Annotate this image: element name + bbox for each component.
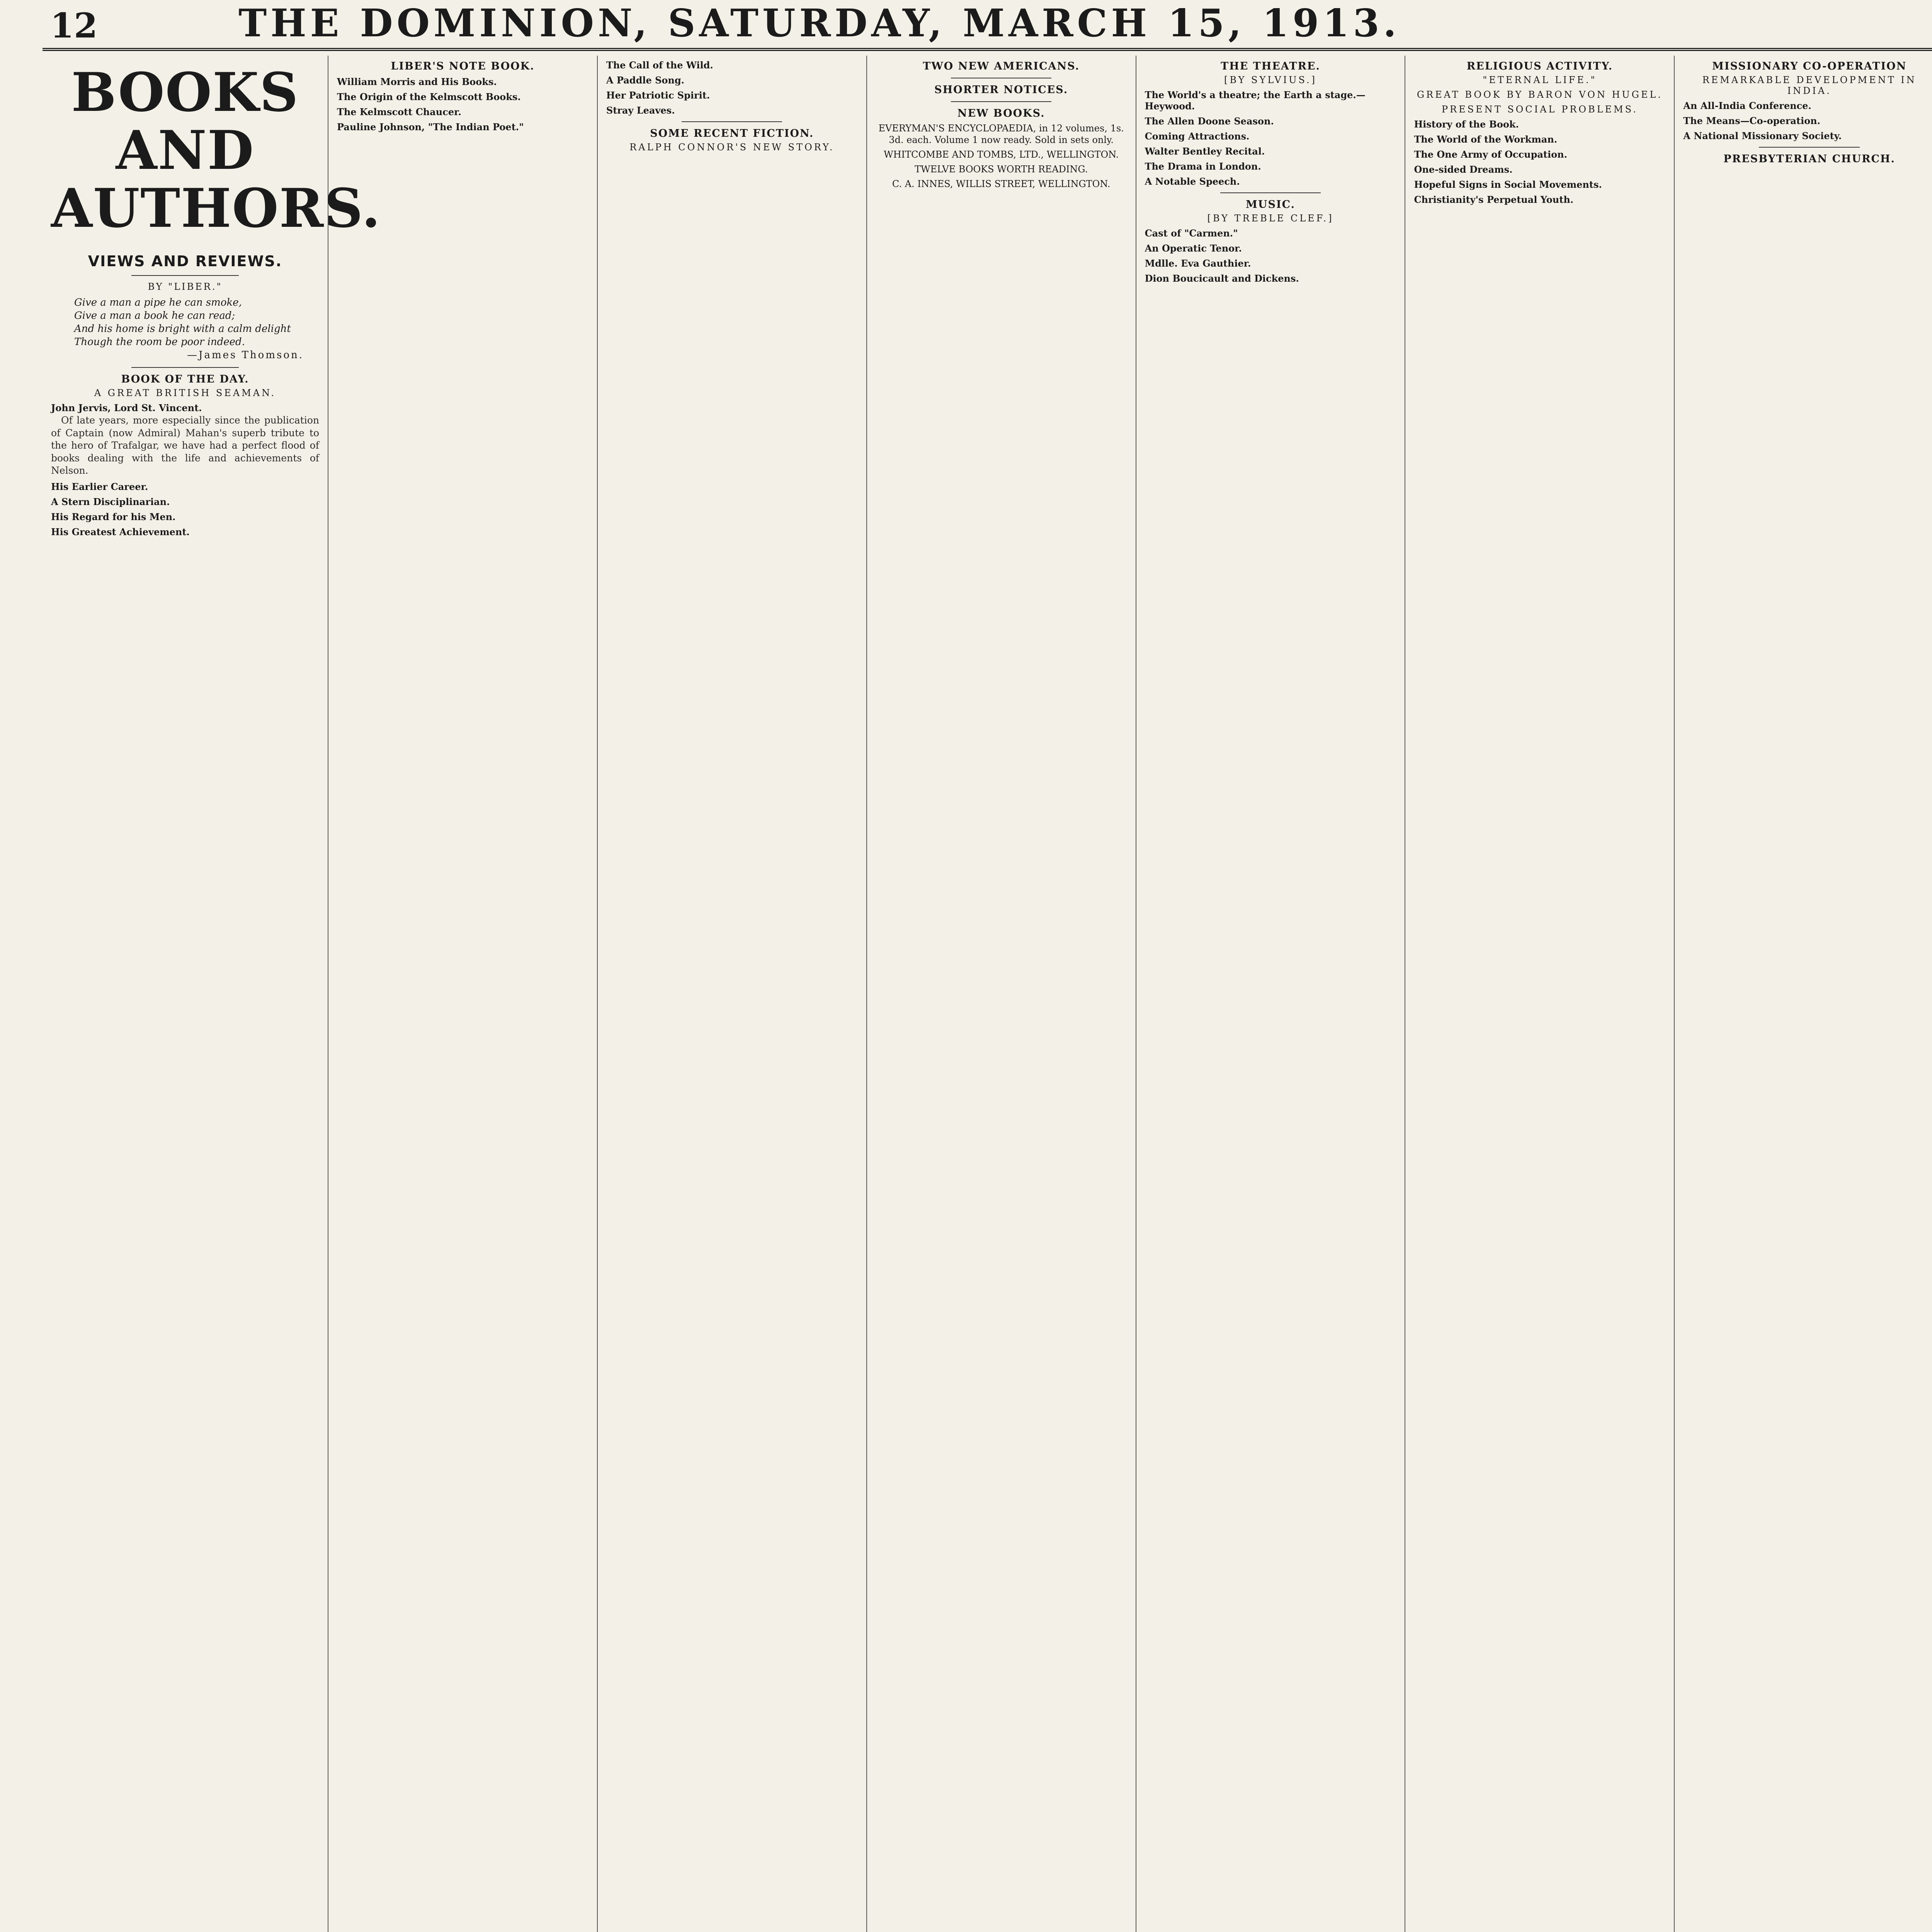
article-text	[51, 414, 319, 477]
hugel-head: GREAT BOOK BY BARON VON HUGEL.	[1417, 89, 1663, 100]
subhead: The Kelmscott Chaucer.	[337, 106, 461, 117]
new-books-head: NEW BOOKS.	[957, 107, 1045, 119]
subhead: Mdlle. Eva Gauthier.	[1145, 258, 1251, 269]
missionary-head: MISSIONARY CO-OPERATION	[1712, 60, 1907, 72]
subhead: A Stern Disciplinarian.	[51, 496, 170, 507]
poem-line: And his home is bright with a calm delight	[74, 323, 291, 335]
subhead: Pauline Johnson, "The Indian Poet."	[337, 121, 524, 133]
book-of-day-sub: A GREAT BRITISH SEAMAN.	[94, 388, 276, 398]
poem-line: Give a man a pipe he can smoke,	[74, 297, 242, 308]
page-number: 12	[50, 5, 98, 46]
subhead: His Earlier Career.	[51, 481, 148, 492]
subhead: William Morris and His Books.	[337, 76, 497, 87]
eternal-life-head: "ETERNAL LIFE."	[1483, 75, 1597, 85]
subhead: A Paddle Song.	[606, 75, 685, 86]
subhead: An All-India Conference.	[1683, 100, 1811, 111]
column-7	[1675, 56, 1932, 1932]
subhead: An Operatic Tenor.	[1145, 243, 1242, 254]
divider	[131, 367, 239, 368]
whitcombe-ad: WHITCOMBE AND TOMBS, LTD., WELLINGTON.	[884, 149, 1119, 160]
music-head: MUSIC.	[1246, 199, 1295, 211]
books-banner: BOOKS AND AUTHORS.	[51, 61, 381, 240]
two-americans-head: TWO NEW AMERICANS.	[923, 60, 1080, 72]
date-line: SATURDAY, MARCH 15, 1913.	[668, 1, 1400, 46]
theatre-head: THE THEATRE.	[1221, 60, 1320, 72]
theatre-epigraph: The World's a theatre; the Earth a stage.—Heywood.	[1145, 89, 1366, 112]
subhead: History of the Book.	[1414, 119, 1519, 130]
subhead: The Call of the Wild.	[606, 60, 713, 71]
paragraph: Of late years, more especially since the publication of Captain (now Admiral) Mahan's superb tribute to the hero of Trafalgar, we have had a perfect flood of books dealing with the life and achievements of Nelson.	[51, 415, 319, 476]
missionary-sub: REMARKABLE DEVELOPMENT IN INDIA.	[1702, 75, 1917, 96]
column-4	[867, 56, 1136, 1932]
column-2	[328, 56, 598, 1932]
poem-line: Though the room be poor indeed.	[74, 336, 245, 348]
subhead: Stray Leaves.	[606, 105, 675, 116]
subhead: Cast of "Carmen."	[1145, 228, 1238, 239]
masthead	[43, 1, 1932, 51]
subhead: Coming Attractions.	[1145, 131, 1250, 142]
poem-line: Give a man a book he can read;	[74, 310, 235, 321]
book-of-day-head: BOOK OF THE DAY.	[121, 373, 249, 385]
epigraph-poem	[51, 296, 319, 362]
poem-author: —James Thomson.	[187, 349, 304, 361]
subhead: Dion Boucicault and Dickens.	[1145, 273, 1299, 284]
subhead: His Regard for his Men.	[51, 511, 176, 522]
twelve-books-ad: TWELVE BOOKS WORTH READING.	[914, 164, 1088, 175]
everyman-ad: EVERYMAN'S ENCYCLOPAEDIA, in 12 volumes, 1s. 3d. each. Volume 1 now ready. Sold in sets only.	[878, 123, 1124, 145]
subhead: The Means—Co-operation.	[1683, 115, 1820, 126]
subhead: Hopeful Signs in Social Movements.	[1414, 179, 1602, 190]
column-1	[43, 56, 381, 1932]
subhead: The One Army of Occupation.	[1414, 149, 1567, 160]
fiction-head: SOME RECENT FICTION.	[650, 128, 814, 139]
divider	[131, 275, 239, 276]
columns	[43, 56, 1932, 1932]
innes-ad: C. A. INNES, WILLIS STREET, WELLINGTON.	[892, 179, 1111, 189]
divider	[1220, 192, 1321, 193]
subhead: The Origin of the Kelmscott Books.	[337, 91, 521, 102]
shorter-notices-head: SHORTER NOTICES.	[934, 84, 1068, 96]
presbyterian-head: PRESBYTERIAN CHURCH.	[1723, 153, 1895, 165]
liber-note-head: LIBER'S NOTE BOOK.	[391, 60, 535, 72]
subhead: The Drama in London.	[1145, 161, 1261, 172]
subhead: Christianity's Perpetual Youth.	[1414, 194, 1574, 205]
column-3	[598, 56, 867, 1932]
divider	[1759, 147, 1860, 148]
religious-head: RELIGIOUS ACTIVITY.	[1466, 60, 1613, 72]
divider	[682, 121, 782, 122]
present-problems-head: PRESENT SOCIAL PROBLEMS.	[1441, 104, 1638, 115]
books-byline: BY "LIBER."	[148, 281, 223, 292]
views-reviews-title: VIEWS AND REVIEWS.	[88, 253, 282, 270]
book-intro: John Jervis, Lord St. Vincent.	[51, 402, 202, 413]
subhead: One-sided Dreams.	[1414, 164, 1513, 175]
column-6	[1405, 56, 1675, 1932]
subhead: His Greatest Achievement.	[51, 526, 190, 537]
theatre-byline: [BY SYLVIUS.]	[1224, 75, 1317, 85]
paper-name: THE DOMINION,	[238, 1, 651, 46]
music-byline: [BY TREBLE CLEF.]	[1207, 213, 1334, 224]
subhead: A Notable Speech.	[1145, 176, 1240, 187]
divider	[951, 101, 1051, 102]
fiction-sub: RALPH CONNOR'S NEW STORY.	[629, 142, 835, 153]
subhead: Her Patriotic Spirit.	[606, 90, 710, 101]
column-5	[1136, 56, 1406, 1932]
paper-title	[238, 1, 1400, 46]
subhead: The World of the Workman.	[1414, 134, 1558, 145]
subhead: The Allen Doone Season.	[1145, 116, 1274, 127]
subhead: Walter Bentley Recital.	[1145, 146, 1265, 157]
subhead: A National Missionary Society.	[1683, 130, 1842, 141]
